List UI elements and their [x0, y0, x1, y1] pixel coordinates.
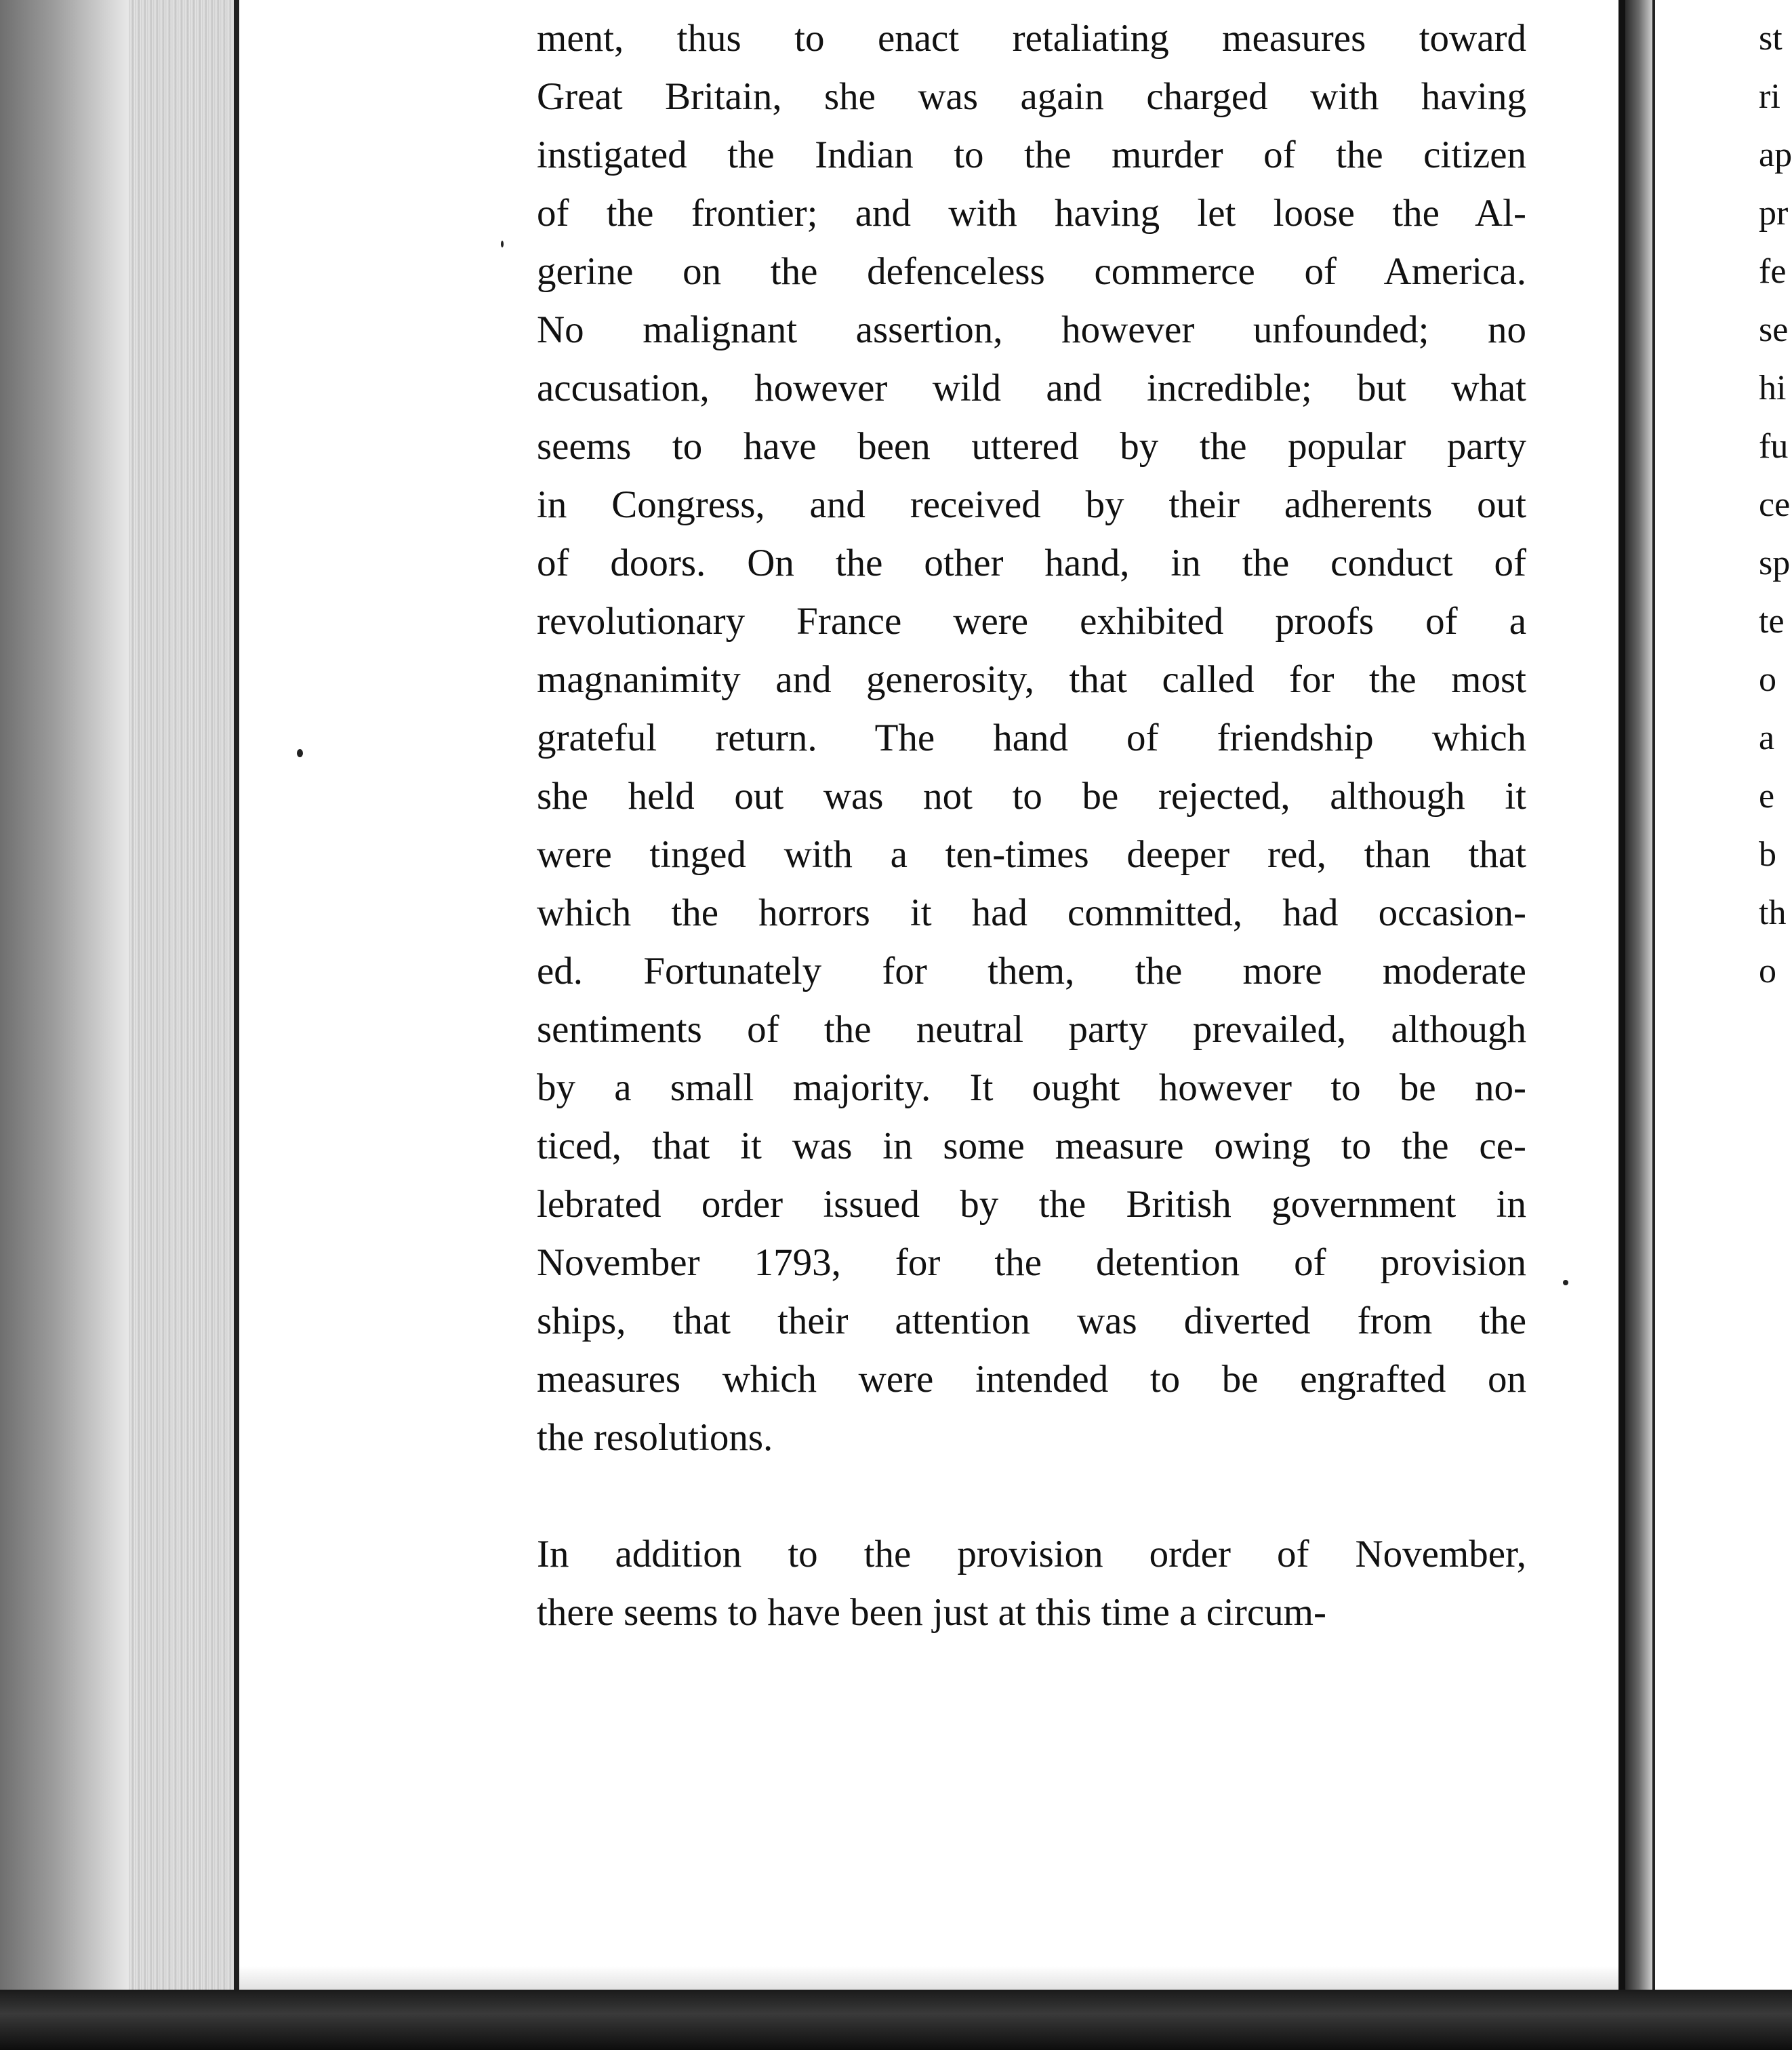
text-line: grateful return. The hand of friendship which: [537, 717, 1526, 759]
paragraph-1: [537, 9, 1526, 1467]
text-line: ment, thus to enact retaliating measures toward: [537, 17, 1526, 60]
text-line: which the horrors it had committed, had occasion-: [537, 891, 1526, 934]
page-bottom-shade: [239, 1966, 1618, 1990]
paragraph-2: [537, 1525, 1526, 1642]
next-page-fragment: o: [1759, 952, 1776, 990]
next-page-fragment: a: [1759, 719, 1775, 757]
text-line: of the frontier; and with having let loose the Al-: [537, 192, 1526, 235]
text-line: she held out was not to be rejected, although it: [537, 775, 1526, 818]
next-page-fragment: se: [1759, 310, 1789, 349]
text-line: revolutionary France were exhibited proofs of a: [537, 600, 1526, 643]
text-line: ticed, that it was in some measure owing to the ce-: [537, 1125, 1526, 1167]
text-line: accusation, however wild and incredible; but what: [537, 367, 1526, 409]
text-line: lebrated order issued by the British government in: [537, 1183, 1526, 1226]
text-line: ed. Fortunately for them, the more moderate: [537, 950, 1526, 992]
next-page-fragment: b: [1759, 835, 1776, 874]
text-line: November 1793, for the detention of provision: [537, 1241, 1526, 1284]
scan-bottom-edge: [0, 1990, 1792, 2050]
next-page-text-fragments: [1759, 9, 1792, 1001]
text-line: measures which were intended to be engrafted on: [537, 1358, 1526, 1401]
text-line: seems to have been uttered by the popular party: [537, 425, 1526, 468]
text-line: sentiments of the neutral party prevailed, although: [537, 1008, 1526, 1051]
next-page-fragment: hi: [1759, 369, 1787, 407]
next-page-fragment: fe: [1759, 252, 1787, 291]
text-line: the resolutions.: [537, 1416, 773, 1459]
gutter-shadow: [0, 0, 129, 2050]
text-line: In addition to the provision order of November,: [537, 1533, 1526, 1575]
text-line: instigated the Indian to the murder of the citizen: [537, 134, 1526, 176]
next-page-fragment: fu: [1759, 427, 1789, 466]
next-page-fragment: th: [1759, 893, 1787, 932]
next-page-fragment: o: [1759, 660, 1776, 699]
main-text: [537, 9, 1526, 1642]
next-page-fragment: e: [1759, 777, 1775, 816]
text-line: there seems to have been just at this time a circum-: [537, 1591, 1326, 1634]
text-line: No malignant assertion, however unfounded; no: [537, 308, 1526, 351]
next-page-fragment: st: [1759, 19, 1783, 58]
text-line: magnanimity and generosity, that called for the most: [537, 658, 1526, 701]
next-page-fragment: pr: [1759, 194, 1789, 233]
next-page-fragment: ce: [1759, 485, 1791, 524]
text-line: gerine on the defenceless commerce of America.: [537, 250, 1526, 293]
text-line: were tinged with a ten-times deeper red, than that: [537, 833, 1526, 876]
next-page-fragment: sp: [1759, 544, 1791, 582]
text-line: Great Britain, she was again charged with having: [537, 75, 1526, 118]
next-page-fragment: ri: [1759, 77, 1780, 116]
ink-speck: [297, 749, 303, 757]
ink-speck: [501, 241, 504, 247]
page-left-border: [234, 0, 239, 2050]
ink-speck: [1563, 1280, 1568, 1285]
text-line: of doors. On the other hand, in the conduct of: [537, 542, 1526, 584]
page-right-border: [1618, 0, 1625, 1990]
text-line: ships, that their attention was diverted from the: [537, 1300, 1526, 1342]
text-line: in Congress, and received by their adherents out: [537, 483, 1526, 526]
next-page-fragment: te: [1759, 602, 1785, 641]
spine-gap: [1625, 0, 1652, 2050]
next-page-fragment: ap: [1759, 136, 1792, 174]
paragraph-gap: [537, 1467, 1526, 1525]
text-line: by a small majority. It ought however to be no-: [537, 1066, 1526, 1109]
